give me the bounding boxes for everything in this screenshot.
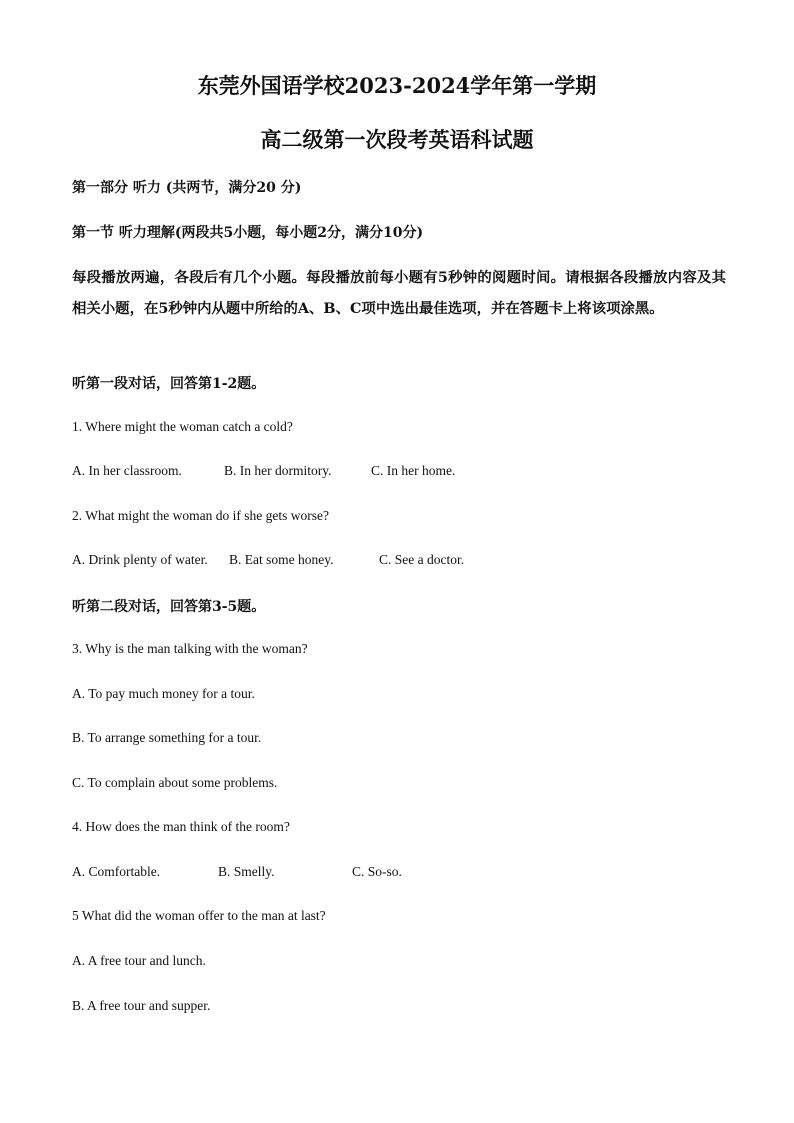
q1-option-b: B. In her dormitory.: [224, 463, 332, 478]
q2-option-c: C. See a doctor.: [379, 552, 465, 567]
question-3: 3. Why is the man talking with the woman?: [72, 641, 308, 656]
q2-option-a: A. Drink plenty of water.: [72, 552, 208, 567]
question-1: 1. Where might the woman catch a cold?: [72, 419, 293, 434]
section1-heading: 第一节 听力理解(两段共5小题，每小题2分，满分10分): [72, 225, 424, 241]
q1-option-a: A. In her classroom.: [72, 463, 182, 478]
dialog1-heading: 听第一段对话，回答第1-2题。: [72, 376, 266, 392]
q2-option-b: B. Eat some honey.: [229, 552, 334, 567]
q3-option-c: C. To complain about some problems.: [72, 775, 278, 790]
part1-heading: 第一部分 听力 (共两节，满分20 分): [72, 180, 302, 196]
q4-option-a: A. Comfortable.: [72, 864, 161, 879]
q3-option-b: B. To arrange something for a tour.: [72, 730, 262, 745]
dialog2-heading: 听第二段对话，回答第3-5题。: [72, 599, 266, 615]
exam-title-line1: 东莞外国语学校2023-2024学年第一学期: [197, 73, 597, 98]
exam-title-line2: 高二级第一次段考英语科试题: [260, 127, 534, 152]
q5-option-b: B. A free tour and supper.: [72, 998, 211, 1013]
q5-option-a: A. A free tour and lunch.: [72, 953, 206, 968]
question-5: 5 What did the woman offer to the man at last?: [72, 908, 326, 923]
q4-option-b: B. Smelly.: [218, 864, 275, 879]
q3-option-a: A. To pay much money for a tour.: [72, 686, 255, 701]
question-2: 2. What might the woman do if she gets worse?: [72, 508, 329, 523]
listening-instructions: 每段播放两遍，各段后有几个小题。每段播放前每小题有5秒钟的阅题时间。请根据各段播放内容及其相关小题，在5秒钟内从题中所给的A、B、C项中选出最佳选项，并在答题卡上将该项涂黑。: [72, 269, 726, 317]
q1-option-c: C. In her home.: [371, 463, 456, 478]
q4-option-c: C. So-so.: [352, 864, 402, 879]
question-4: 4. How does the man think of the room?: [72, 819, 290, 834]
